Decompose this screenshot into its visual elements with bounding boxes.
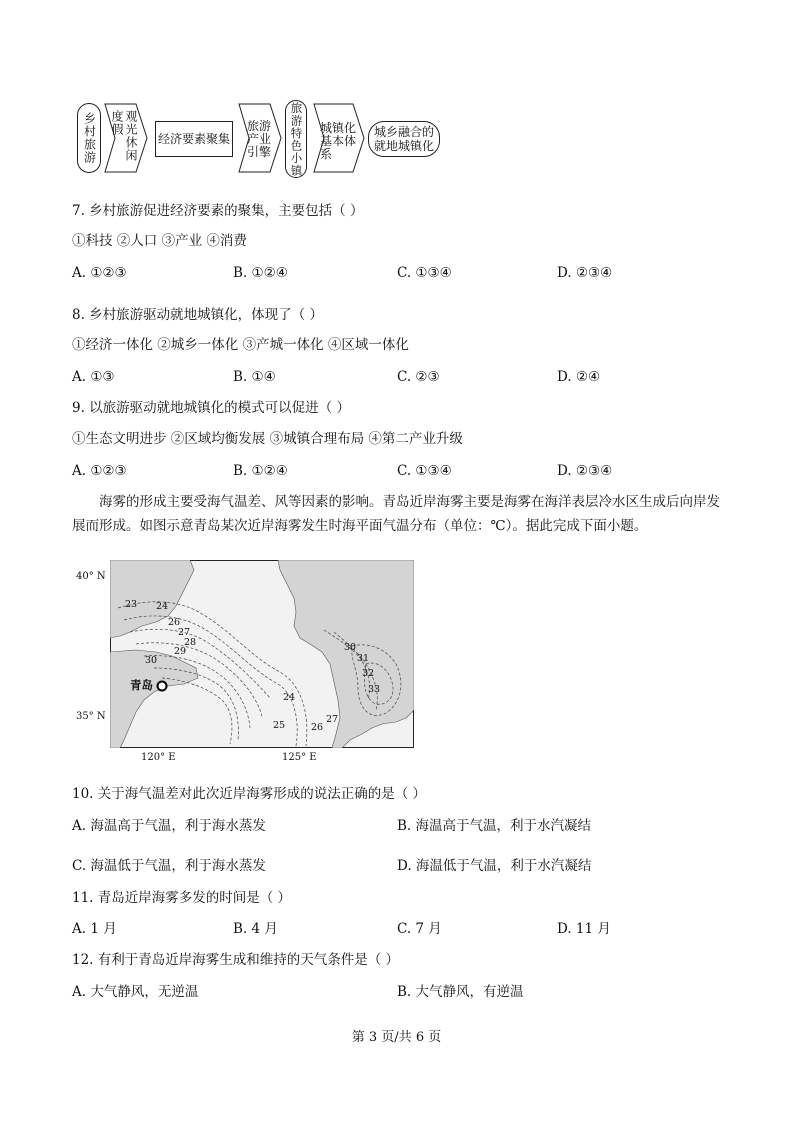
question-11-stem: 11. 青岛近岸海雾多发的时间是（ ） [72,890,292,906]
question-7-items: ①科技 ②人口 ③产业 ④消费 [72,233,247,249]
isotherm-label: 33 [368,684,381,695]
map-qingdao-marker [158,682,167,691]
isotherm-label: 26 [311,722,324,733]
isotherm-label: 25 [273,720,286,731]
isotherm-label: 29 [174,646,187,657]
question-12-option-a[interactable]: A. 大气静风，无逆温 [72,984,199,1000]
isotherm-label: 24 [283,692,296,703]
question-8-items: ①经济一体化 ②城乡一体化 ③产城一体化 ④区域一体化 [72,337,409,353]
question-10-stem: 10. 关于海气温差对此次近岸海雾形成的说法正确的是（ ） [72,786,427,802]
flow-node-factor-agglomeration [155,121,233,157]
flow-node-label: 城乡融合的就地城镇化 [373,125,434,153]
flow-node-sightseeing: 观光休闲度假 [110,110,138,162]
question-12-option-b[interactable]: B. 大气静风，有逆温 [397,984,524,1000]
isotherm-label: 30 [145,655,158,666]
question-9-items: ①生态文明进步 ②区域均衡发展 ③城镇合理布局 ④第二产业升级 [72,431,463,447]
question-9-option-a[interactable]: A. ①②③ [72,463,127,479]
question-11-option-c[interactable]: C. 7 月 [397,921,442,937]
isotherm-label: 24 [156,601,169,612]
map-lat-bottom-label: 35° N [76,711,106,722]
question-9-option-c[interactable]: C. ①③④ [397,463,452,479]
map-lat-top-label: 40° N [76,571,106,582]
question-10-option-d[interactable]: D. 海温低于气温，利于水汽凝结 [397,858,592,874]
isotherm-label: 27 [326,714,339,725]
flow-node-tourism-engine: 旅游产业引擎 [247,119,272,159]
question-8-option-d[interactable]: D. ②④ [557,369,601,385]
question-8-option-a[interactable]: A. ①③ [72,369,115,385]
flow-node-tourism-town [285,100,307,178]
flow-node-label: 乡村旅游 [82,112,97,164]
question-9-option-b[interactable]: B. ①②④ [233,463,288,479]
map-lon-right-label: 125° E [282,752,317,763]
question-11-option-d[interactable]: D. 11 月 [557,921,611,937]
question-7-option-a[interactable]: A. ①②③ [72,265,127,281]
question-10-option-c[interactable]: C. 海温低于气温，利于海水蒸发 [72,858,266,874]
question-9-stem: 9. 以旅游驱动就地城镇化的模式可以促进（ ） [72,400,350,416]
isotherm-label: 28 [184,637,197,648]
material-intro-paragraph: 海雾的形成主要受海气温差、风等因素的影响。青岛近岸海雾主要是海雾在海洋表层冷水区生成后向岸发展而形成。如图示意青岛某次近岸海雾发生时海平面气温分布（单位：℃）。据此完成下面小题。 [72,494,720,534]
isotherm-label: 27 [178,627,191,638]
question-11-option-a[interactable]: A. 1 月 [72,921,117,937]
isotherm-label: 26 [168,617,181,628]
question-8-option-b[interactable]: B. ①④ [233,369,276,385]
flow-node-label: 旅游特色小镇 [289,101,304,177]
map-city-label-qingdao: 青岛 [130,678,153,692]
question-8-stem: 8. 乡村旅游驱动就地城镇化，体现了（ ） [72,307,323,323]
question-7-stem: 7. 乡村旅游促进经济要素的聚集，主要包括（ ） [72,203,364,219]
question-12-stem: 12. 有利于青岛近岸海雾生成和维持的天气条件是（ ） [72,952,400,968]
map-lon-left-label: 120° E [141,752,176,763]
isotherm-label: 23 [125,599,138,610]
isotherm-label: 32 [362,668,375,679]
question-9-option-d[interactable]: D. ②③④ [557,463,613,479]
question-8-option-c[interactable]: C. ②③ [397,369,440,385]
flow-node-label: 经济要素聚集 [157,131,230,146]
question-10-option-a[interactable]: A. 海温高于气温，利于海水蒸发 [72,818,266,834]
page-footer: 第 3 页/共 6 页 [351,1030,442,1045]
flow-node-urbanization-system: 城镇化基本体系 [320,121,357,161]
flow-node-urban-rural-integration [368,121,440,157]
isotherm-label: 31 [357,653,370,664]
question-7-option-d[interactable]: D. ②③④ [557,265,613,281]
question-10-option-b[interactable]: B. 海温高于气温，利于水汽凝结 [397,818,592,834]
question-11-option-b[interactable]: B. 4 月 [233,921,278,937]
question-7-option-c[interactable]: C. ①③④ [397,265,452,281]
isotherm-label: 30 [344,642,357,653]
question-7-option-b[interactable]: B. ①②④ [233,265,288,281]
flow-node-rural-tourism [77,103,101,173]
